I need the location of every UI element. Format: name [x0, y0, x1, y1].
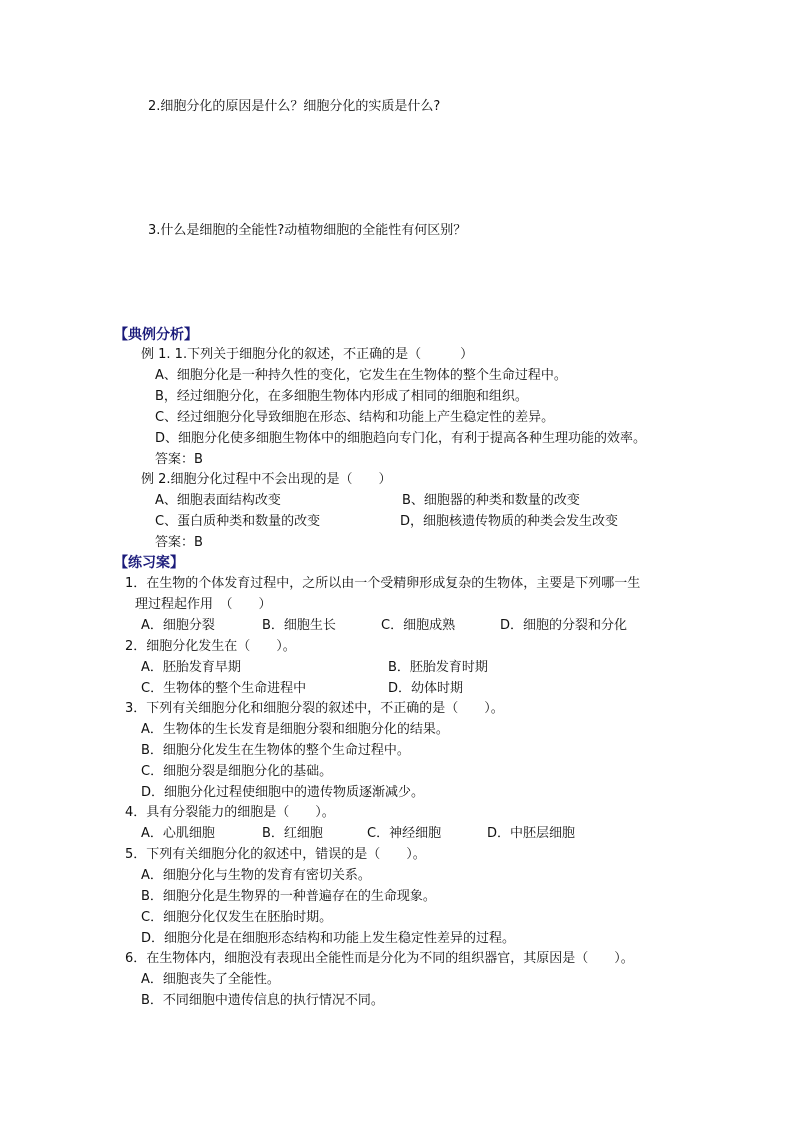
- practice-1-stem: 1．在生物的个体发育过程中，之所以由一个受精卵形成复杂的生物体，主要是下列哪一生: [125, 576, 641, 591]
- practice-2-option-d: D．幼体时期: [388, 681, 464, 696]
- practice-5-option-c: C．细胞分化仅发生在胚胎时期。: [141, 910, 333, 925]
- practice-1-option-d: D．细胞的分裂和分化: [500, 618, 628, 633]
- example-1-option-a: A、细胞分化是一种持久性的变化，它发生在生物体的整个生命过程中。: [155, 368, 567, 383]
- example-2-stem: 例 2.细胞分化过程中不会出现的是（ ）: [141, 472, 392, 487]
- practice-4-option-c: C．神经细胞: [367, 826, 442, 841]
- example-1-answer: 答案：B: [155, 452, 203, 467]
- practice-5-option-a: A．细胞分化与生物的发育有密切关系。: [141, 868, 371, 883]
- practice-1-stem-cont: 理过程起作用 （ ）: [135, 597, 272, 612]
- practice-3-option-a: A．生物体的生长发育是细胞分裂和细胞分化的结果。: [141, 722, 449, 737]
- question-3: 3.什么是细胞的全能性?动植物细胞的全能性有何区别？: [148, 223, 467, 238]
- practice-4-option-b: B．红细胞: [262, 826, 323, 841]
- example-2-option-a: A、细胞表面结构改变: [155, 493, 281, 508]
- practice-4-option-d: D．中胚层细胞: [487, 826, 576, 841]
- practice-3-option-d: D．细胞分化过程使细胞中的遗传物质逐渐减少。: [141, 785, 425, 800]
- practice-6-stem: 6．在生物体内，细胞没有表现出全能性而是分化为不同的组织器官，其原因是（ ）。: [125, 951, 634, 966]
- practice-3-option-b: B．细胞分化发生在生物体的整个生命过程中。: [141, 743, 410, 758]
- section-heading-practice: 【练习案】: [114, 555, 184, 571]
- example-2-option-d: D，细胞核遗传物质的种类会发生改变: [400, 514, 619, 529]
- example-1-option-b: B，经过细胞分化，在多细胞生物体内形成了相同的细胞和组织。: [155, 389, 528, 404]
- example-2-option-c: C、蛋白质种类和数量的改变: [155, 514, 321, 529]
- example-1-option-d: D、细胞分化使多细胞生物体中的细胞趋向专门化，有利于提高各种生理功能的效率。: [155, 431, 647, 446]
- practice-2-stem: 2．细胞分化发生在（ ）。: [125, 639, 296, 654]
- practice-2-option-b: B．胚胎发育时期: [388, 660, 488, 675]
- practice-5-option-d: D．细胞分化是在细胞形态结构和功能上发生稳定性差异的过程。: [141, 931, 516, 946]
- example-1-option-c: C、经过细胞分化导致细胞在形态、结构和功能上产生稳定性的差异。: [155, 410, 555, 425]
- example-2-option-b: B、细胞器的种类和数量的改变: [402, 493, 580, 508]
- practice-1-option-a: A．细胞分裂: [141, 618, 215, 633]
- practice-4-option-a: A．心肌细胞: [141, 826, 215, 841]
- practice-3-stem: 3．下列有关细胞分化和细胞分裂的叙述中，不正确的是（ ）。: [125, 701, 504, 716]
- practice-5-option-b: B．细胞分化是生物界的一种普遍存在的生命现象。: [141, 889, 436, 904]
- practice-1-option-c: C．细胞成熟: [381, 618, 456, 633]
- practice-3-option-c: C．细胞分裂是细胞分化的基础。: [141, 764, 333, 779]
- practice-6-option-b: B．不同细胞中遗传信息的执行情况不同。: [141, 993, 384, 1008]
- practice-5-stem: 5．下列有关细胞分化的叙述中，错误的是（ ）。: [125, 847, 426, 862]
- practice-6-option-a: A．细胞丧失了全能性。: [141, 972, 280, 987]
- practice-4-stem: 4．具有分裂能力的细胞是（ ）。: [125, 805, 335, 820]
- practice-1-option-b: B．细胞生长: [262, 618, 336, 633]
- example-1-stem: 例 1. 1.下列关于细胞分化的叙述，不正确的是（ ）: [141, 347, 474, 362]
- question-2: 2.细胞分化的原因是什么？细胞分化的实质是什么?: [148, 99, 441, 114]
- example-2-answer: 答案：B: [155, 535, 203, 550]
- practice-2-option-c: C．生物体的整个生命进程中: [141, 681, 307, 696]
- practice-2-option-a: A．胚胎发育早期: [141, 660, 241, 675]
- section-heading-examples: 【典例分析】: [114, 327, 198, 343]
